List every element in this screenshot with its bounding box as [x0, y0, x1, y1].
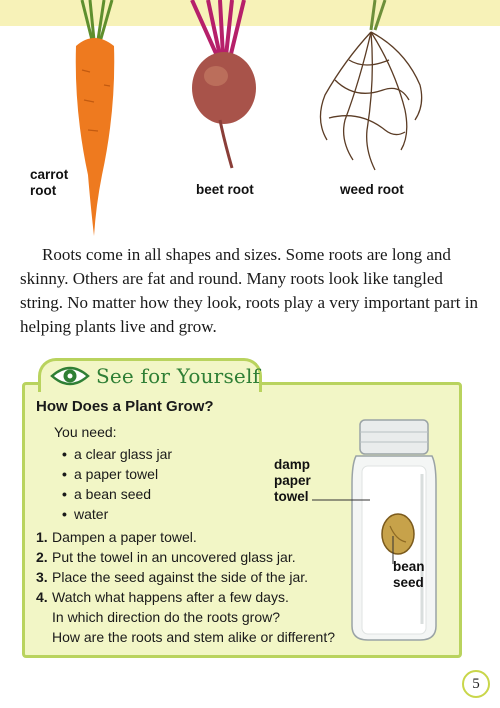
steps-list	[36, 527, 335, 647]
beet-illustration	[180, 0, 270, 180]
weed-root-illustration	[305, 0, 435, 175]
supply-item: • a paper towel	[62, 464, 172, 484]
carrot-label	[30, 167, 68, 199]
carrot-label-line1: carrot	[30, 167, 69, 182]
step-number: 3.	[36, 569, 48, 585]
body-paragraph-text: Roots come in all shapes and sizes. Some roots are long and skinny. Others are fat and round. Many roots look like tangled string. No matter how they look, roots play a very important part in helping plants live and grow.	[20, 245, 478, 336]
step-continuation: How are the roots and stem alike or different?	[52, 629, 336, 645]
supply-item: • a bean seed	[62, 484, 172, 504]
you-need-label: You need:	[54, 424, 117, 440]
supply-item: • a clear glass jar	[62, 444, 172, 464]
step-continuation: In which direction do the roots grow?	[52, 609, 281, 625]
jar-illustration	[346, 414, 442, 646]
step-text: Place the seed against the side of the jar.	[52, 569, 309, 585]
callout-line: towel	[274, 489, 309, 504]
page-number: 5	[462, 670, 490, 698]
step-text: Dampen a paper towel.	[52, 529, 197, 545]
step-item	[36, 547, 335, 567]
step-number: 2.	[36, 549, 48, 565]
step-number: 4.	[36, 589, 48, 605]
callout-line: paper	[274, 473, 311, 488]
supply-item: • water	[62, 504, 172, 524]
step-item	[36, 587, 335, 607]
step-text: Put the towel in an uncovered glass jar.	[52, 549, 296, 565]
weed-label: weed root	[340, 182, 404, 197]
eye-icon	[50, 364, 90, 388]
towel-callout	[274, 457, 311, 505]
body-paragraph	[20, 243, 482, 339]
carrot-label-line2: root	[30, 183, 57, 198]
carrot-illustration	[60, 0, 130, 240]
activity-title: How Does a Plant Grow?	[36, 398, 214, 415]
see-for-yourself-title: See for Yourself	[96, 364, 261, 388]
callout-line: seed	[393, 575, 424, 590]
step-number: 1.	[36, 529, 48, 545]
step-text: Watch what happens after a few days.	[52, 589, 289, 605]
supplies-list	[62, 444, 172, 524]
callout-line: bean	[393, 559, 425, 574]
seed-callout	[393, 559, 425, 591]
step-item	[36, 527, 335, 547]
towel-leader-line	[312, 495, 372, 505]
callout-line: damp	[274, 457, 311, 472]
beet-label: beet root	[196, 182, 254, 197]
step-item	[36, 567, 335, 587]
